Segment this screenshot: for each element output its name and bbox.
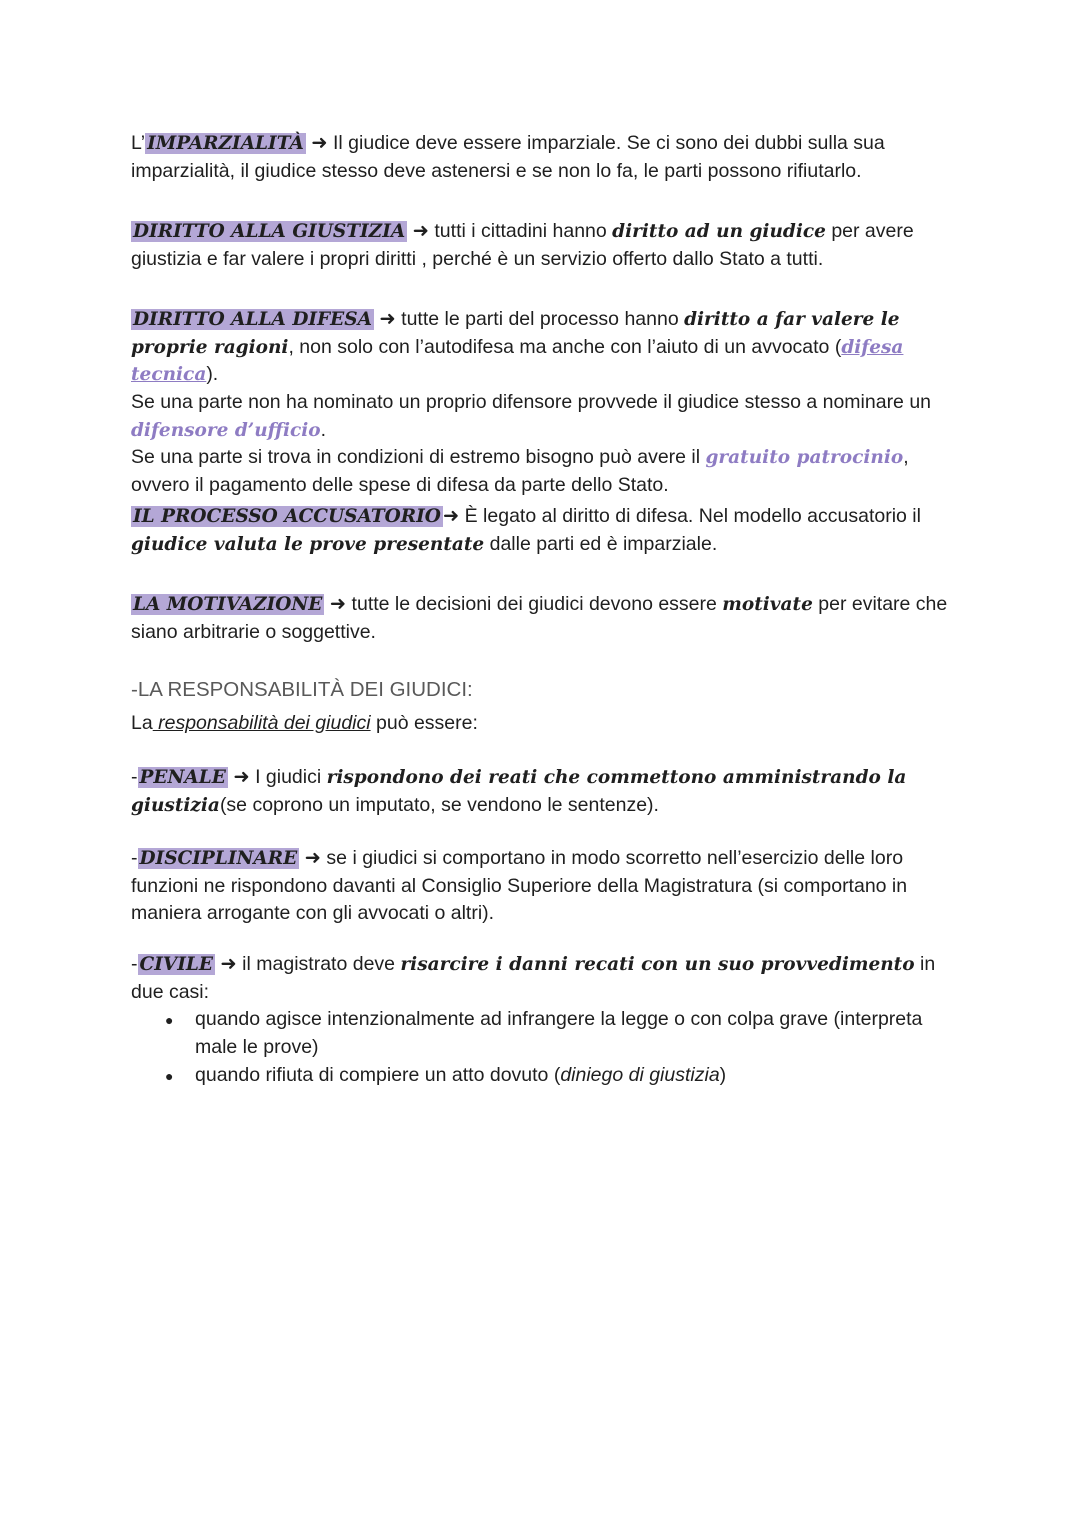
body-text: . [320, 418, 327, 441]
body-text: per avere giustizia e far valere i propri diritti , perché è un servizio offerto dallo Stato a tutti. [131, 220, 914, 270]
body-text: può essere: [370, 712, 478, 734]
prefix: L’ [131, 132, 146, 154]
body-text: per evitare che siano arbitrarie o soggettive. [131, 593, 948, 643]
term-accusatorio: IL PROCESSO ACCUSATORIO [133, 506, 441, 527]
link-difesa-tecnica[interactable]: difesa tecnica [131, 336, 904, 386]
dash: - [131, 766, 138, 788]
body-text: Se una parte si trova in condizioni di estremo bisogno può avere il [131, 446, 706, 469]
paragraph-penale [131, 764, 961, 819]
term-disciplinare: DISCIPLINARE [139, 848, 298, 869]
section-heading-responsabilita: -LA RESPONSABILITÀ DEI GIUDICI: [131, 678, 473, 701]
body-text: , non solo con l’autodifesa ma anche con l’aiuto di un avvocato ( [288, 335, 842, 358]
arrow-icon: ➜ [442, 505, 460, 527]
term-gratuito-patrocinio: gratuito patrocinio [705, 447, 904, 469]
civile-intro [131, 951, 961, 1006]
term-difesa: DIRITTO ALLA DIFESA [133, 309, 372, 330]
paragraph-disciplinare [131, 845, 961, 928]
body-text: La [131, 712, 153, 734]
arrow-icon: ➜ [220, 953, 237, 975]
body-text: dalle parti ed è imparziale. [484, 532, 718, 555]
body-text: È legato al diritto di difesa. Nel modello accusatorio il [459, 505, 921, 527]
civile-case-list [131, 1006, 961, 1089]
body-text: I giudici [249, 766, 327, 788]
difesa-line-1 [131, 306, 961, 389]
body-text: tutte le decisioni dei giudici devono essere [346, 593, 723, 615]
arrow-icon: ➜ [412, 220, 429, 242]
responsabilita-intro [131, 710, 961, 738]
bold-text: giudice valuta le prove presentate [131, 533, 485, 555]
body-text: , ovvero il pagamento delle spese di difesa da parte dello Stato. [131, 446, 909, 497]
arrow-icon: ➜ [233, 766, 250, 788]
body-text: Se una parte non ha nominato un proprio difensore provvede il giudice stesso a nominare un [131, 391, 932, 414]
dash: - [131, 953, 138, 975]
list-item-text: ) [719, 1063, 727, 1086]
bold-text: motivate [722, 594, 813, 615]
paragraph-difesa [131, 306, 961, 500]
body-text: ). [206, 363, 219, 386]
bold-text: risarcire i danni recati con un suo provvedimento [400, 954, 915, 975]
bold-text: diritto a far valere le proprie ragioni [131, 309, 900, 358]
dash: - [131, 847, 138, 869]
body-text: il magistrato deve [236, 953, 401, 975]
paragraph-civile [131, 951, 961, 1089]
term-motivazione: LA MOTIVAZIONE [133, 594, 323, 615]
arrow-icon: ➜ [304, 847, 322, 869]
term-imparzialita: IMPARZIALITÀ [147, 133, 304, 154]
list-item-text: quando rifiuta di compiere un atto dovuto ( [195, 1063, 561, 1086]
difesa-line-3 [131, 444, 961, 499]
list-item-text: quando agisce intenzionalmente ad infrangere la legge o con colpa grave (interpreta male le prove) [195, 1008, 923, 1059]
arrow-icon: ➜ [379, 308, 396, 330]
bold-text: rispondono dei reati che commettono amministrando la giustizia [131, 767, 907, 816]
paragraph-accusatorio [131, 503, 961, 558]
body-text: (se coprono un imputato, se vendono le sentenze). [219, 793, 659, 816]
paragraph-imparzialita [131, 130, 961, 185]
term-penale: PENALE [139, 767, 226, 788]
arrow-icon: ➜ [329, 593, 347, 615]
term-giustizia: DIRITTO ALLA GIUSTIZIA [133, 221, 406, 242]
term-civile: CIVILE [139, 954, 213, 975]
underlined-text: responsabilità dei giudici [152, 712, 371, 734]
difesa-line-2 [131, 389, 961, 444]
paragraph-motivazione [131, 591, 961, 646]
list-item [195, 1006, 961, 1061]
paragraph-giustizia [131, 218, 961, 273]
body-text: Il giudice deve essere imparziale. Se ci sono dei dubbi sulla sua imparzialità, il giudice stesso deve astenersi e se non lo fa, le parti possono rifiutarlo. [131, 132, 885, 182]
list-item [195, 1062, 961, 1090]
body-text: tutti i cittadini hanno [428, 220, 613, 242]
term-difensore-ufficio: difensore d’ufficio [131, 419, 321, 441]
body-text: se i giudici si comportano in modo scorretto nell’esercizio delle loro funzioni ne rispondono davanti al Consiglio Superiore della Magistratura (si comportano in maniera arrogante con gli avvocati o altri). [131, 847, 908, 925]
italic-text: diniego di giustizia [560, 1063, 720, 1086]
body-text: tutte le parti del processo hanno [395, 308, 685, 330]
bold-text: diritto ad un giudice [612, 221, 826, 242]
body-text: in due casi: [131, 953, 936, 1003]
arrow-icon: ➜ [311, 132, 328, 154]
